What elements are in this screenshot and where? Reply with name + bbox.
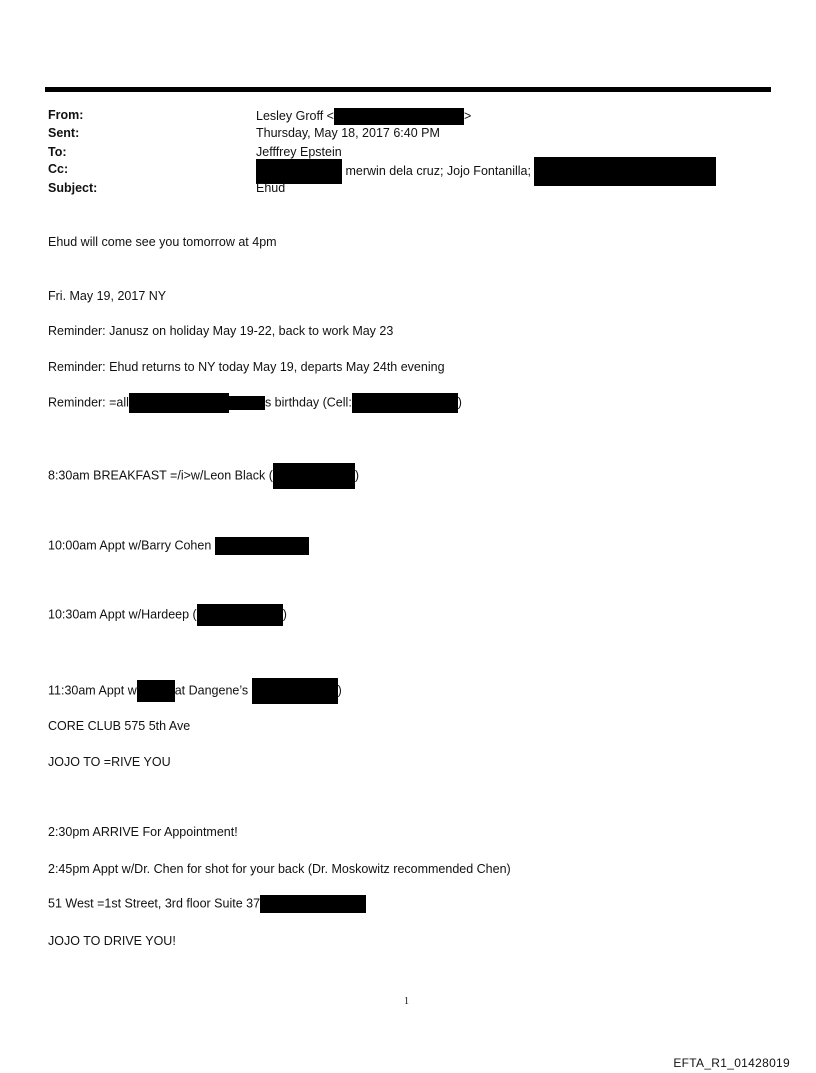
redaction-block <box>197 604 283 626</box>
redaction-block <box>260 895 366 913</box>
reminder-birthday-line <box>48 393 462 413</box>
date-line: Fri. May 19, 2017 NY <box>48 289 167 303</box>
intro-line: Ehud will come see you tomorrow at 4pm <box>48 235 277 249</box>
to-value: Jefffrey Epstein <box>256 145 342 159</box>
redaction-block <box>352 393 458 413</box>
reminder-line: Reminder: Ehud returns to NY today May 19, departs May 24th evening <box>48 360 445 374</box>
from-value <box>256 108 471 125</box>
appointment-text: 8:30am BREAKFAST =/i>w/Leon Black ( <box>48 468 273 483</box>
redaction-block <box>252 678 338 704</box>
subject-label: Subject: <box>48 181 98 195</box>
to-label: To: <box>48 145 67 159</box>
reminder-line: Reminder: Janusz on holiday May 19-22, back to work May 23 <box>48 324 394 338</box>
appointment-line: 2:45pm Appt w/Dr. Chen for shot for your back (Dr. Moskowitz recommended Chen) <box>48 862 511 876</box>
appointment-text: 11:30am Appt w <box>48 683 137 698</box>
subject-value: Ehud <box>256 181 286 195</box>
driver-line: JOJO TO =RIVE YOU <box>48 755 171 769</box>
redaction-block <box>273 463 355 489</box>
appointment-line <box>48 678 342 704</box>
appointment-text: ) <box>354 468 360 483</box>
from-gt: > <box>463 108 472 123</box>
appointment-text: ) <box>337 683 342 698</box>
redaction-block <box>334 108 464 125</box>
sent-label: Sent: <box>48 126 80 140</box>
appointment-line <box>48 463 359 489</box>
appointment-text: ) <box>282 607 287 622</box>
from-name: Lesley Groff <box>256 108 324 123</box>
header-divider <box>45 87 771 92</box>
redaction-block <box>215 537 309 555</box>
reminder-text: ) <box>457 395 462 410</box>
page-number: 1 <box>404 996 409 1007</box>
driver-line: JOJO TO DRIVE YOU! <box>48 934 176 948</box>
location-line: CORE CLUB 575 5th Ave <box>48 719 191 733</box>
address-line <box>48 895 366 913</box>
from-lt: < <box>326 108 334 123</box>
appointment-line <box>48 604 287 626</box>
appointment-text: at Dangene’s <box>174 683 249 698</box>
from-label: From: <box>48 108 84 122</box>
reminder-text: s birthday (Cell: <box>264 395 352 410</box>
cc-names: merwin dela cruz; Jojo Fontanilla; <box>345 163 531 178</box>
redaction-block <box>229 396 265 410</box>
sent-value: Thursday, May 18, 2017 6:40 PM <box>256 126 440 140</box>
redaction-block <box>137 680 175 702</box>
cc-value <box>256 157 716 186</box>
redaction-block <box>129 393 229 413</box>
appointment-line <box>48 537 309 555</box>
reminder-text: Reminder: =all <box>48 395 129 410</box>
address-text: 51 West =1st Street, 3rd floor Suite 37 <box>48 896 261 911</box>
cc-label: Cc: <box>48 162 69 176</box>
appointment-text: 10:30am Appt w/Hardeep ( <box>48 607 197 622</box>
bates-number: EFTA_R1_01428019 <box>673 1056 790 1070</box>
appointment-text: 10:00am Appt w/Barry Cohen <box>48 538 212 553</box>
redaction-block <box>534 157 716 186</box>
arrive-line: 2:30pm ARRIVE For Appointment! <box>48 825 238 839</box>
